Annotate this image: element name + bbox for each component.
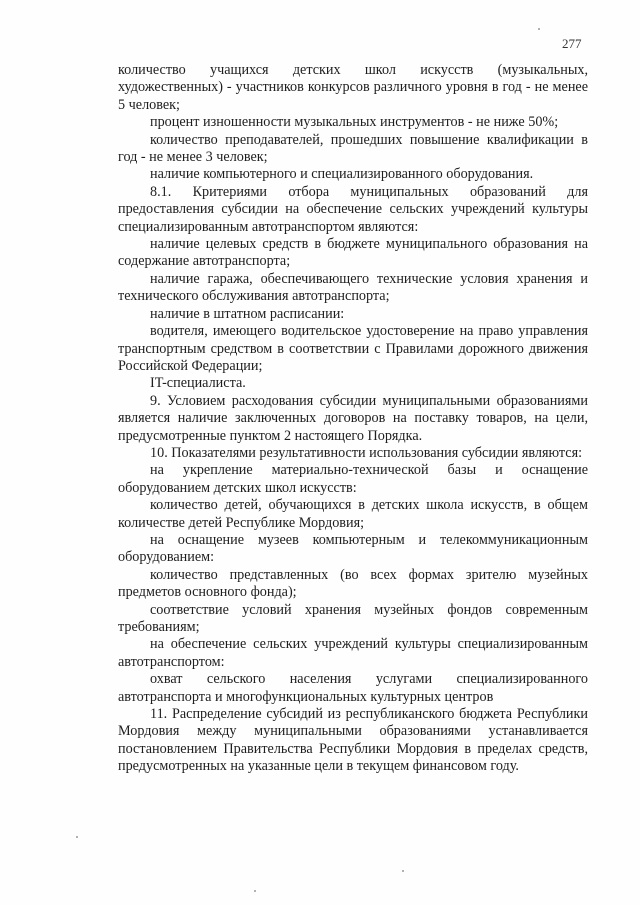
paragraph: на укрепление материально-технической базы и оснащение оборудованием детских школ искусств: (118, 462, 588, 496)
paragraph: водителя, имеющего водительское удостоверение на право управления транспортным средством в соответствии с Правилами дорожного движения Российской Федерации; (118, 323, 588, 374)
paragraph: наличие целевых средств в бюджете муниципального образования на содержание автотранспорта; (118, 236, 588, 270)
paragraph: наличие гаража, обеспечивающего технические условия хранения и технического обслуживания автотранспорта; (118, 270, 588, 305)
scan-speck (254, 890, 256, 892)
paragraph-section-10: 10. Показателями результативности использования субсидии являются: (150, 444, 583, 461)
paragraph: охват сельского населения услугами специализированного автотранспорта и многофункциональных культурных центров (118, 671, 588, 705)
paragraph-section-9: 9. Условием расходования субсидии муниципальными образованиями является наличие заключенных договоров на поставку товаров, на цели, предусмотренные пунктом 2 настоящего Порядка. (118, 392, 588, 444)
paragraph: количество детей, обучающихся в детских школа искусств, в общем количестве детей Республике Мордовия; (118, 497, 588, 531)
paragraph-section-11: 11. Распределение субсидий из республиканского бюджета Республики Мордовия между муниципальными образованиями устанавливается постановлением Правительства Республики Мордовия в пределах средств, предусмотренных на указанные цели в текущем финансовом году. (118, 706, 588, 775)
paragraph: наличие в штатном расписании: (150, 305, 345, 322)
paragraph: процент изношенности музыкальных инструментов - не ниже 50%; (150, 114, 559, 131)
scan-speck (76, 836, 78, 838)
paragraph-section-8-1: 8.1. Критериями отбора муниципальных образований для предоставления субсидии на обеспечение сельских учреждений культуры специализированным автотранспортом являются: (118, 183, 588, 235)
paragraph: соответствие условий хранения музейных фондов современным требованиям; (118, 601, 588, 635)
paragraph: наличие компьютерного и специализированного оборудования. (150, 166, 534, 183)
scan-speck (538, 28, 540, 30)
page-number: 277 (562, 36, 582, 51)
paragraph: IT-специалиста. (150, 375, 246, 392)
paragraph: количество учащихся детских школ искусств (музыкальных, художественных) - участников конкурсов различного уровня в год - не менее 5 человек; (118, 62, 588, 113)
paragraph: на оснащение музеев компьютерным и телекоммуникационным оборудованием: (118, 531, 588, 566)
paragraph: количество преподавателей, прошедших повышение квалификации в год - не менее 3 человек; (118, 131, 588, 166)
scan-speck (402, 870, 404, 872)
paragraph: количество представленных (во всех формах зрителю музейных предметов основного фонда); (118, 566, 588, 601)
document-body (118, 62, 588, 776)
paragraph: на обеспечение сельских учреждений культуры специализированным автотранспортом: (118, 636, 588, 670)
